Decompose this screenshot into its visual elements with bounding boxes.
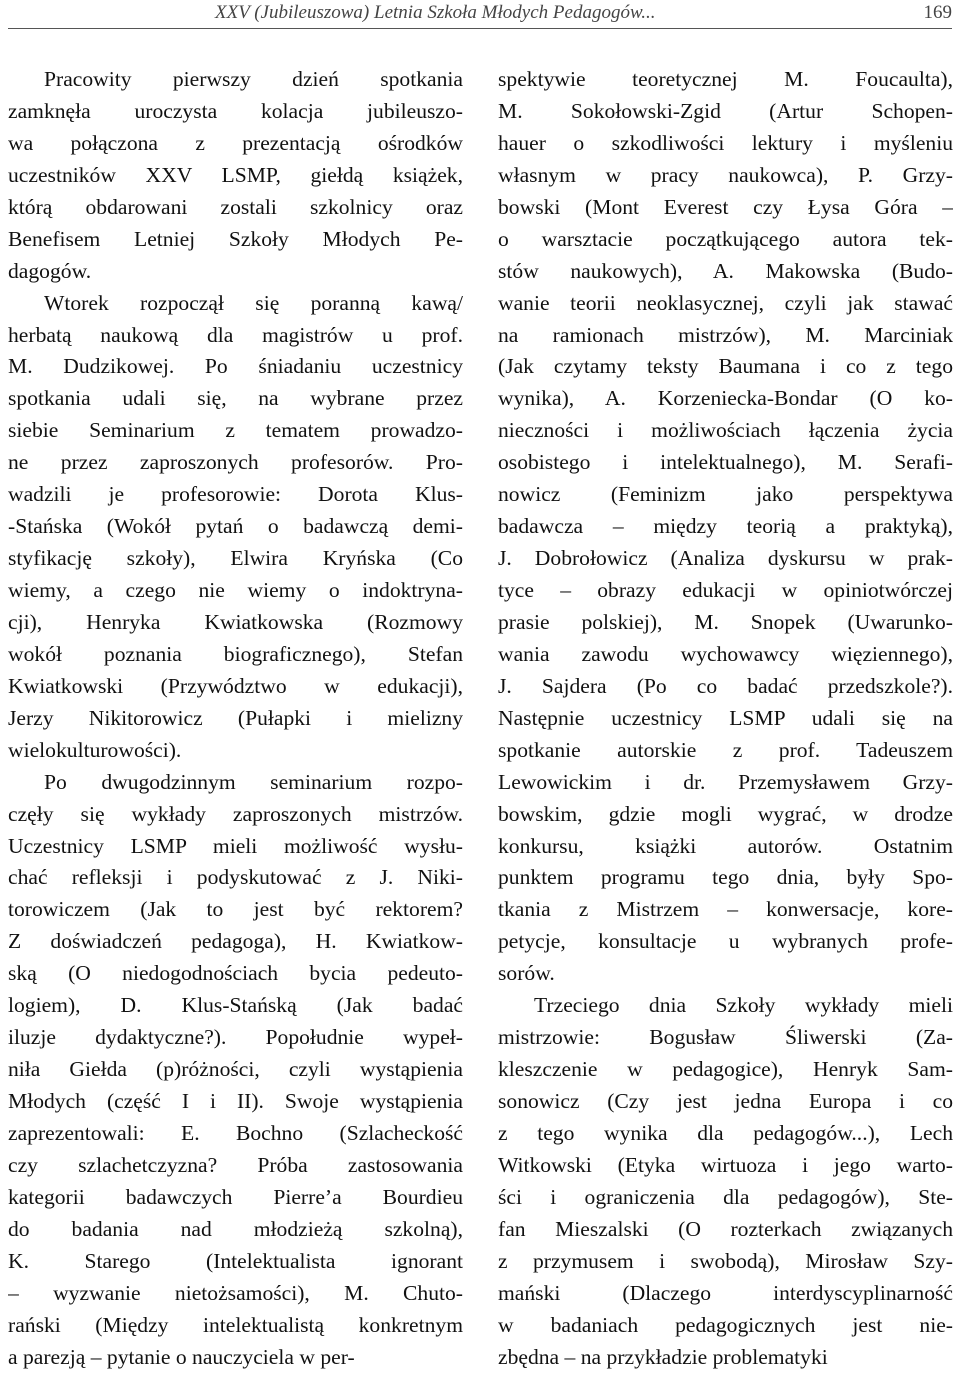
- text-line: Lewowickim i dr. Przemysławem Grzy-: [498, 769, 953, 794]
- text-line: ską (O niedogodnościach bycia pedeuto-: [8, 961, 463, 986]
- text-line: ne przez zaproszonych profesorów. Pro-: [8, 450, 463, 475]
- text-line: wielokulturowości).: [8, 737, 182, 762]
- page-header: [0, 0, 960, 30]
- text-line: iluzje dydaktyczne?). Popołudnie wypeł-: [8, 1025, 463, 1050]
- text-line: dagogów.: [8, 258, 92, 283]
- text-line: wokół poznania biograficznego), Stefan: [8, 641, 463, 666]
- text-line: nowicz (Feminizm jako perspektywa: [498, 482, 953, 507]
- text-line: wiemy, a czego nie wiemy o indoktryna-: [8, 578, 463, 602]
- text-line: siebie Seminarium z tematem prowadzo-: [8, 418, 463, 443]
- text-line: Jerzy Nikitorowicz (Pułapki i mielizny: [8, 705, 463, 730]
- text-line: – wyzwanie nietożsamości), M. Chuto-: [8, 1280, 463, 1305]
- text-line: kategorii badawczych Pierre’a Bourdieu: [8, 1184, 463, 1209]
- text-line: wania zawodu wychowawcy więziennego),: [498, 641, 953, 666]
- text-line: (Jak czytamy teksty Baumana i co z tego: [498, 354, 953, 379]
- text-line: styfikację szkoły), Elwira Kryńska (Co: [8, 546, 463, 571]
- text-line: cji), Henryka Kwiatkowska (Rozmowy: [8, 609, 463, 634]
- left-column: [8, 64, 463, 1373]
- text-line: nieczności i możliwościach łączenia życia: [498, 418, 953, 443]
- text-line: Witkowski (Etyka wirtuoza i jego warto-: [498, 1152, 953, 1177]
- text-line: wanie teorii neoklasycznej, czyli jak stawać: [498, 290, 953, 315]
- text-line: bowskim, gdzie mogli wygrać, w drodze: [498, 801, 953, 826]
- text-line: w badaniach pedagogicznych jest nie-: [498, 1312, 953, 1337]
- text-line: sonowicz (Czy jest jedna Europa i co: [498, 1089, 953, 1113]
- text-line: Pracowity pierwszy dzień spotkania: [44, 67, 463, 91]
- text-line: osobistego i intelektualnego), M. Serafi-: [498, 450, 953, 475]
- text-line: Po dwugodzinnym seminarium rozpo-: [44, 769, 463, 794]
- text-line: Z doświadczeń pedagoga), H. Kwiatkow-: [8, 929, 463, 954]
- text-line: Następnie uczestnicy LSMP udali się na: [498, 705, 953, 730]
- text-line: konkursu, książki autorów. Ostatnim: [498, 833, 953, 858]
- text-line: zamknęła uroczysta kolacja jubileuszo-: [8, 98, 463, 123]
- text-line: rański (Między intelektualistą konkretnym: [8, 1312, 463, 1337]
- text-line: Trzeciego dnia Szkoły wykłady mieli: [534, 993, 953, 1018]
- text-line: zbędna – na przykładzie problematyki: [498, 1344, 828, 1369]
- text-line: zaprezentowali: E. Bochno (Szlacheckość: [8, 1120, 463, 1145]
- text-line: -Stańska (Wokół pytań o badawczą demi-: [8, 514, 463, 539]
- text-line: o warsztacie początkującego autora tek-: [498, 226, 953, 251]
- text-line: mistrzowie: Bogusław Śliwerski (Za-: [498, 1025, 953, 1050]
- text-line: J. Dobrołowicz (Analiza dyskursu w prak-: [498, 546, 953, 571]
- text-line: M. Dudzikowej. Po śniadaniu uczestnicy: [8, 354, 463, 379]
- text-line: czy szlachetczyzna? Próba zastosowania: [8, 1152, 463, 1177]
- text-line: sorów.: [498, 961, 555, 986]
- running-title: XXV (Jubileuszowa) Letnia Szkoła Młodych Pedagogów...: [215, 2, 656, 23]
- text-line: badawcza – między teorią a praktyką),: [498, 514, 953, 539]
- text-line: wadzili je profesorowie: Dorota Klus-: [8, 482, 463, 507]
- text-line: spotkanie autorskie z prof. Tadeuszem: [498, 737, 953, 762]
- header-rule: [8, 28, 952, 29]
- text-line: mański (Dlaczego interdyscyplinarność: [498, 1280, 953, 1305]
- text-line: prasie polskiej), M. Snopek (Uwarunko-: [498, 609, 953, 634]
- text-line: własnym w pracy naukowca), P. Grzy-: [498, 162, 953, 187]
- text-line: spotkania udali się, na wybrane przez: [8, 386, 463, 411]
- text-line: tkania z Mistrzem – konwersacje, kore-: [498, 897, 953, 922]
- text-line: fan Mieszalski (O rozterkach związanych: [498, 1216, 953, 1241]
- text-line: logiem), D. Klus-Stańską (Jak badać: [8, 993, 463, 1018]
- text-line: wa połączona z prezentacją ośrodków: [8, 130, 463, 155]
- text-line: uczestników XXV LSMP, giełdą książek,: [8, 162, 463, 187]
- text-line: petycje, konsultacje u wybranych profe-: [498, 929, 953, 954]
- text-line: torowiczem (Jak to jest być rektorem?: [8, 897, 463, 922]
- text-line: Młodych (część I i II). Swoje wystąpienia: [8, 1089, 463, 1113]
- text-line: Uczestnicy LSMP mieli możliwość wysłu-: [8, 833, 463, 858]
- text-line: stów naukowych), A. Makowska (Budo-: [498, 258, 953, 283]
- text-line: bowski (Mont Everest czy Łysa Góra –: [498, 194, 953, 219]
- page-number: 169: [923, 2, 952, 23]
- text-line: Wtorek rozpoczął się poranną kawą/: [44, 290, 463, 315]
- text-line: a parezją – pytanie o nauczyciela w per-: [8, 1344, 355, 1369]
- text-line: herbatą naukową dla magistrów u prof.: [8, 322, 463, 347]
- text-line: Benefisem Letniej Szkoły Młodych Pe-: [8, 226, 463, 251]
- text-line: Kwiatkowski (Przywództwo w edukacji),: [8, 673, 463, 698]
- text-line: J. Sajdera (Po co badać przedszkole?).: [498, 673, 953, 698]
- text-line: którą obdarowani zostali szkolnicy oraz: [8, 194, 463, 219]
- text-line: na ramionach mistrzów), M. Marciniak: [498, 322, 953, 347]
- text-line: wynika), A. Korzeniecka-Bondar (O ko-: [498, 386, 953, 411]
- text-line: chać refleksji i podyskutować z J. Niki-: [8, 865, 463, 890]
- text-line: kleszczenie w pedagogice), Henryk Sam-: [498, 1057, 953, 1082]
- text-line: M. Sokołowski-Zgid (Artur Schopen-: [498, 98, 953, 123]
- text-line: do badania nad młodzieżą szkolną),: [8, 1216, 463, 1241]
- right-column: [498, 64, 953, 1373]
- text-line: częły się wykłady zaproszonych mistrzów.: [8, 801, 463, 826]
- text-line: niła Giełda (p)różności, czyli wystąpienia: [8, 1057, 463, 1082]
- text-line: hauer o szkodliwości lektury i myśleniu: [498, 130, 953, 155]
- text-line: spektywie teoretycznej M. Foucaulta),: [498, 67, 953, 91]
- text-line: K. Starego (Intelektualista ignorant: [8, 1248, 463, 1273]
- text-line: tyce – obrazy edukacji w opiniotwórczej: [498, 578, 953, 602]
- text-line: ści i ograniczenia dla pedagogów), Ste-: [498, 1184, 953, 1209]
- text-line: z tego wynika dla pedagogów...), Lech: [498, 1120, 953, 1145]
- text-line: punktem programu tego dnia, były Spo-: [498, 865, 953, 890]
- text-line: z przymusem i swobodą), Mirosław Szy-: [498, 1248, 953, 1273]
